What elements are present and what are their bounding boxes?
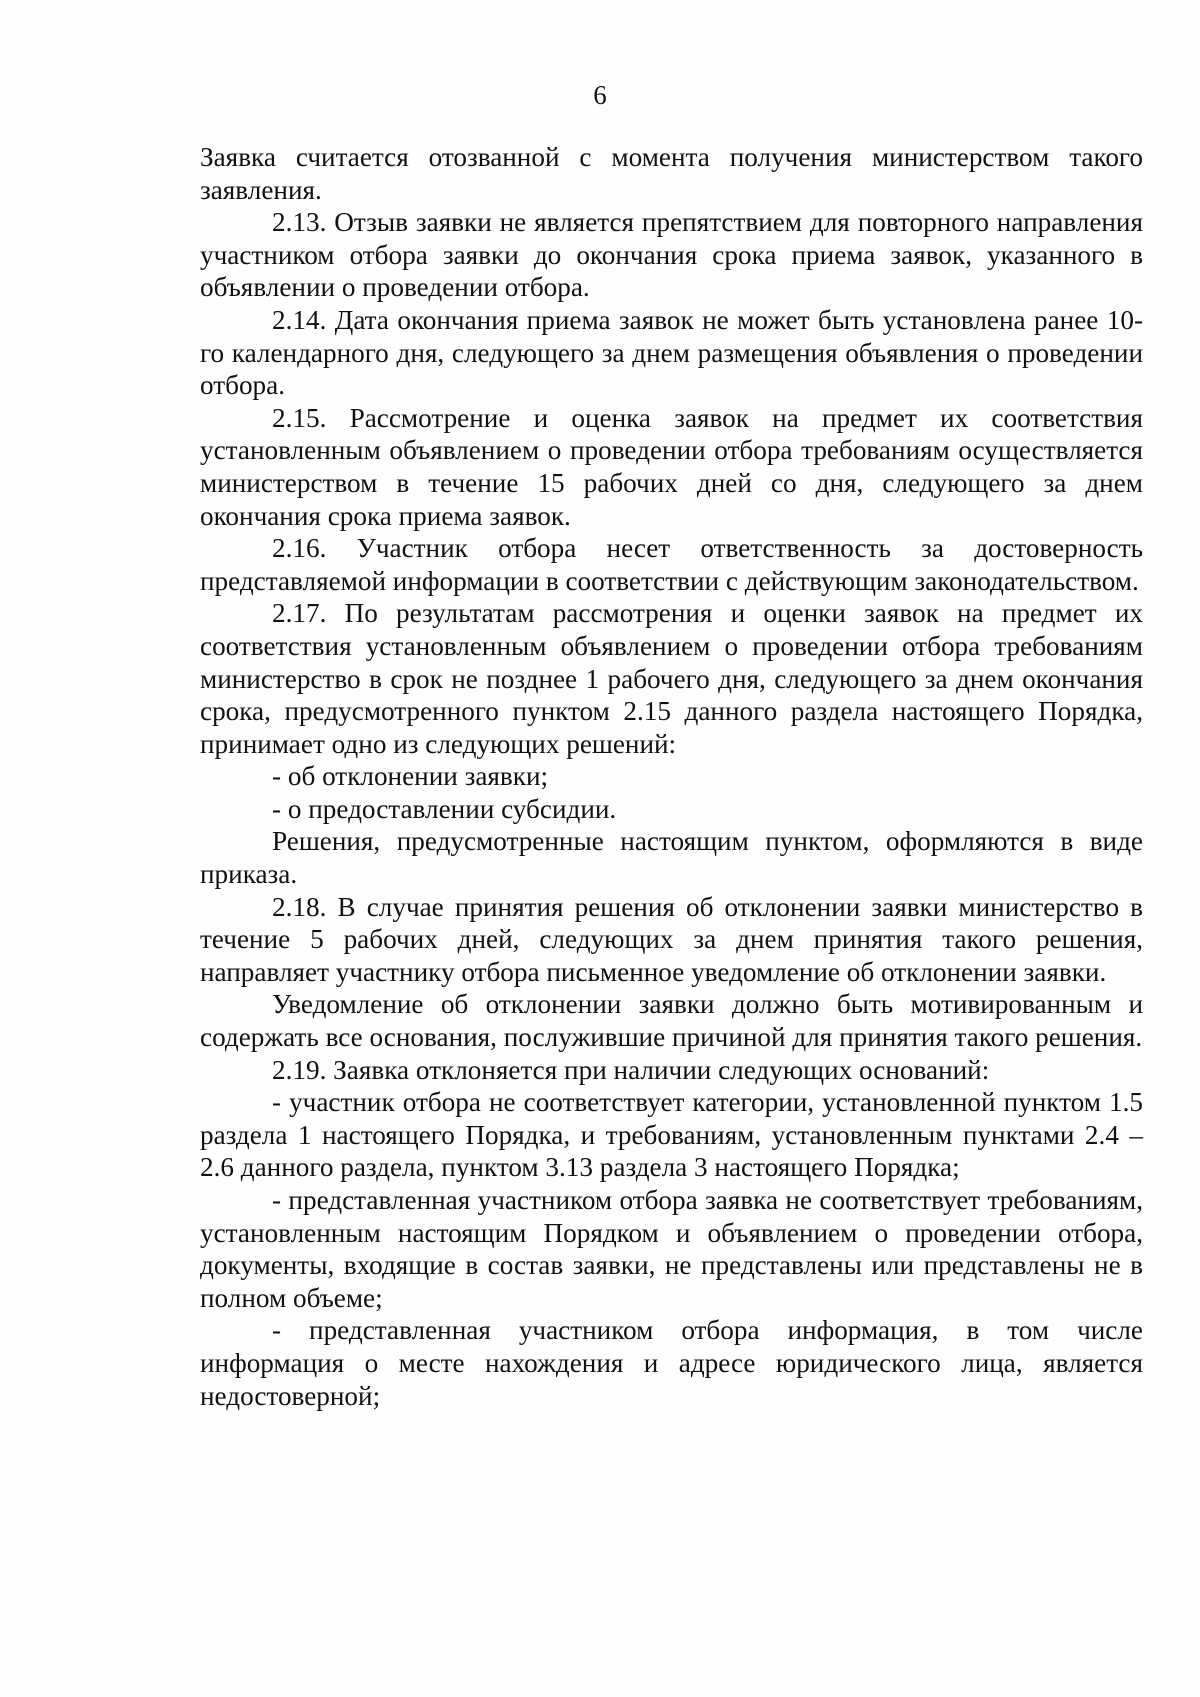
list-item: - о предоставлении субсидии. — [272, 793, 617, 824]
paragraph-2-19: 2.19. Заявка отклоняется при наличии следующих оснований: — [272, 1054, 990, 1085]
document-body — [200, 141, 1143, 1412]
list-item: - об отклонении заявки; — [272, 761, 549, 792]
page-number: 6 — [593, 80, 607, 110]
paragraph: Заявка считается отозванной с момента получения министерством такого заявления. — [200, 142, 1143, 205]
paragraph-2-16: 2.16. Участник отбора несет ответственность за достоверность представляемой информации в соответствии с действующим законодательством. — [200, 533, 1143, 596]
paragraph-2-18: 2.18. В случае принятия решения об отклонении заявки министерство в течение 5 рабочих дней, следующих за днем принятия такого решения, направляет участнику отбора письменное уведомление об отклонении заявки. — [200, 891, 1143, 987]
paragraph-2-15: 2.15. Рассмотрение и оценка заявок на предмет их соответствия установленным объявлением о проведении отбора требованиям осуществляется министерством в течение 15 рабочих дней со дня, следующего за днем окончания срока приема заявок. — [200, 402, 1143, 531]
list-item: - представленная участником отбора информация, в том числе информация о месте нахождения и адресе юридического лица, является недостоверной; — [200, 1315, 1143, 1411]
paragraph-2-14: 2.14. Дата окончания приема заявок не может быть установлена ранее 10-го календарного дня, следующего за днем размещения объявления о проведении отбора. — [200, 304, 1143, 401]
paragraph-2-13: 2.13. Отзыв заявки не является препятствием для повторного направления участником отбора заявки до окончания срока приема заявок, указанного в объявлении о проведении отбора. — [200, 207, 1143, 303]
paragraph: Решения, предусмотренные настоящим пунктом, оформляются в виде приказа. — [200, 826, 1143, 890]
paragraph: Уведомление об отклонении заявки должно быть мотивированным и содержать все основания, послужившие причиной для принятия такого решения. — [200, 989, 1143, 1053]
paragraph-2-17: 2.17. По результатам рассмотрения и оценки заявок на предмет их соответствия установленным объявлением о проведении отбора требованиям министерство в срок не позднее 1 рабочего дня, следующего за днем окончания срока, предусмотренного пунктом 2.15 данного раздела настоящего Порядка, принимает одно из следующих решений: — [200, 598, 1143, 759]
list-item: - представленная участником отбора заявка не соответствует требованиям, установленным настоящим Порядком и объявлением о проведении отбора, документы, входящие в состав заявки, не представлены или представлены не в полном объеме; — [200, 1185, 1143, 1313]
list-item: - участник отбора не соответствует категории, установленной пунктом 1.5 раздела 1 настоящего Порядка, и требованиям, установленным пунктами 2.4 – 2.6 данного раздела, пунктом 3.13 раздела 3 настоящего Порядка; — [200, 1087, 1143, 1183]
